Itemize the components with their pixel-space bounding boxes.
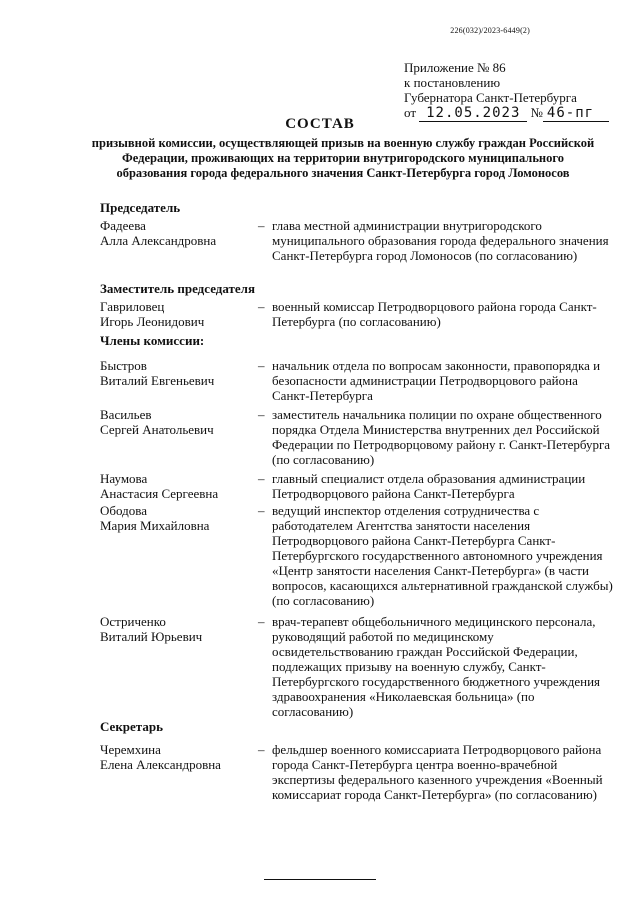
entry-dash: – (258, 218, 265, 233)
person-position: ведущий инспектор отделения сотрудничества с работодателем Агентства занятости населения Петродворцового района Санкт-Петербурга Санкт-Петербургского государственного автономного учреждения «Центр занятости населения Санкт-Петербурга» (в части вопросов, касающихся альтернативной гражданской службы) (по согласованию) (272, 503, 613, 608)
person-surname: Черемхина (100, 742, 161, 757)
person-given-names: Анастасия Сергеевна (100, 486, 219, 501)
person-surname: Остриченко (100, 614, 166, 629)
person-position: заместитель начальника полиции по охране общественного порядка Отдела Министерства внутренних дел Российской Федерации по Петродворцовому району г. Санкт-Петербурга (по согласованию) (272, 407, 611, 467)
closing-rule (264, 879, 376, 880)
section-chairman: Председатель (100, 200, 181, 215)
entry-dash: – (258, 299, 265, 314)
person-given-names: Елена Александровна (100, 757, 221, 772)
entry-dash: – (258, 407, 265, 422)
person-name (100, 218, 250, 248)
person-name (100, 299, 250, 329)
appendix-authority: Губернатора Санкт-Петербурга (404, 90, 577, 105)
person-name (100, 407, 250, 437)
person-name (100, 503, 250, 533)
person-position: военный комиссар Петродворцового района города Санкт-Петербурга (по согласованию) (272, 299, 597, 329)
date-prefix: от (404, 105, 417, 120)
entry-dash: – (258, 614, 265, 629)
appendix-number: Приложение № 86 (404, 60, 506, 75)
document-registration-number: 226(032)/2023-6449(2) (450, 26, 530, 35)
decree-number: 46-пг (543, 106, 609, 122)
person-position: главный специалист отдела образования администрации Петродворцового района Санкт-Петербурга (272, 471, 586, 501)
person-position: врач-терапевт общебольничного медицинского персонала, руководящий работой по медицинскому освидетельствованию граждан Российской Федерации, подлежащих призыву на военную службу, Санкт-Петербургского государственного бюджетного учреждения здравоохранения «Николаевская больница» (по согласованию) (272, 614, 601, 719)
appendix-header (404, 60, 609, 122)
appendix-reference: к постановлению (404, 75, 501, 90)
person-name (100, 358, 250, 388)
person-surname: Фадеева (100, 218, 146, 233)
entry-dash: – (258, 358, 265, 373)
document-title: СОСТАВ (285, 116, 355, 132)
person-given-names: Сергей Анатольевич (100, 422, 214, 437)
person-surname: Васильев (100, 407, 152, 422)
person-surname: Ободова (100, 503, 147, 518)
section-secretary: Секретарь (100, 719, 163, 734)
person-position: глава местной администрации внутригородского муниципального образования города федерального значения Санкт-Петербурга город Ломоносов (по согласованию) (272, 218, 609, 263)
person-given-names: Виталий Евгеньевич (100, 373, 215, 388)
person-given-names: Игорь Леонидович (100, 314, 205, 329)
person-name (100, 471, 250, 501)
decree-date: 12.05.2023 (419, 106, 527, 122)
person-position: фельдшер военного комиссариата Петродворцового района города Санкт-Петербурга центра военно-врачебной экспертизы федерального казенного учреждения «Военный комиссариат города Санкт-Петербурга» (по согласованию) (272, 742, 603, 802)
person-surname: Наумова (100, 471, 148, 486)
person-position: начальник отдела по вопросам законности, правопорядка и безопасности администрации Петродворцового района Санкт-Петербурга (272, 358, 601, 403)
person-name (100, 614, 250, 644)
entry-dash: – (258, 742, 265, 757)
person-given-names: Алла Александровна (100, 233, 217, 248)
person-surname: Гавриловец (100, 299, 165, 314)
section-members: Члены комиссии: (100, 333, 205, 348)
person-given-names: Мария Михайловна (100, 518, 210, 533)
number-prefix: № (530, 105, 543, 120)
section-deputy-chairman: Заместитель председателя (100, 281, 256, 296)
person-given-names: Виталий Юрьевич (100, 629, 203, 644)
document-subtitle: призывной комиссии, осуществляющей призыв на военную службу граждан Российской Федерации, проживающих на территории внутригородского муниципального образования города федерального значения Санкт-Петербурга город Ломоносов (91, 136, 595, 180)
entry-dash: – (258, 503, 265, 518)
person-name (100, 742, 250, 772)
entry-dash: – (258, 471, 265, 486)
person-surname: Быстров (100, 358, 147, 373)
